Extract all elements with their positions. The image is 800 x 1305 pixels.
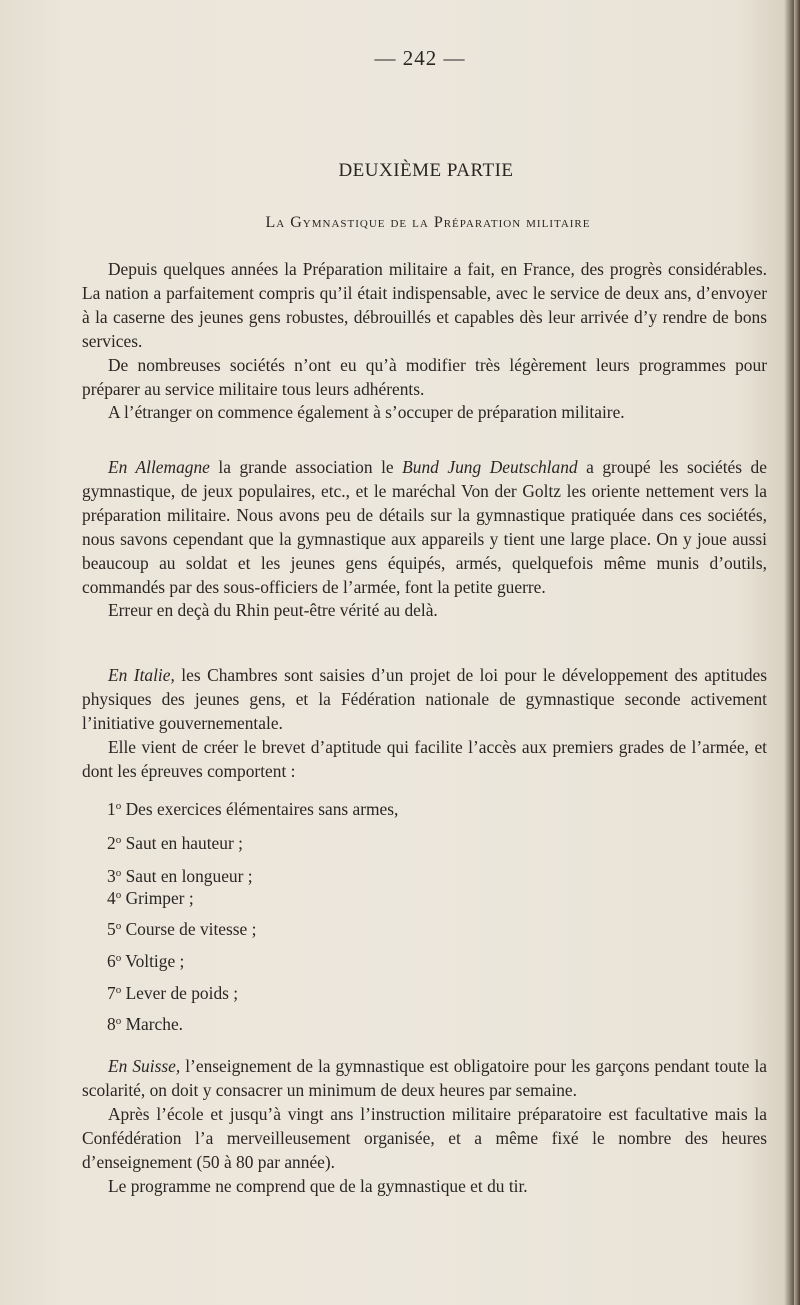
country-allemagne: En Allemagne xyxy=(108,457,210,477)
paragraph-programme: Le programme ne comprend que de la gymnastique et du tir. xyxy=(108,1175,528,1196)
paragraph-intro: Depuis quelques années la Préparation militaire a fait, en France, des progrès considérables. La nation a parfaitement compris qu’il était indispensable, avec le service de deux ans, d’envoyer à la caserne des jeunes gens robustes, débrouillés et capables dès leur arrivée d’y rendre de bons services. xyxy=(82,259,767,351)
list-item: 3$^o$ Saut en longueur ; xyxy=(107,866,253,886)
country-suisse: En Suisse, xyxy=(108,1056,181,1076)
paragraph-italie: En Italie, les Chambres sont saisies d’un projet de loi pour le développement des aptitudes physiques des jeunes gens, et la Fédération nationale de gymnastique seconde activement l’initiative gouvernementale. xyxy=(82,665,768,733)
association-name: Bund Jung Deutschland xyxy=(402,457,578,477)
list-item: 2$^o$ Saut en hauteur ; xyxy=(107,833,243,853)
page-number: — 242 — xyxy=(374,46,466,70)
list-item: 1$^o$ Des exercices élémentaires sans armes, xyxy=(107,799,399,819)
paragraph-suisse: En Suisse, l’enseignement de la gymnastique est obligatoire pour les garçons pendant toute la scolarité, on doit y consacrer un minimum de deux heures par semaine. xyxy=(82,1056,767,1100)
list-item: 7$^o$ Lever de poids ; xyxy=(107,983,239,1003)
intro-block xyxy=(82,258,767,425)
list-item: 6$^o$ Voltige ; xyxy=(107,951,185,971)
paragraph-brevet: Elle vient de créer le brevet d’aptitude qui facilite l’accès aux premiers grades de l’armée, et dont les épreuves comportent : xyxy=(82,736,767,781)
paragraph-erreur: Erreur en deçà du Rhin peut-être vérité au delà. xyxy=(108,600,438,621)
list-item: 4$^o$ Grimper ; xyxy=(107,888,194,908)
paragraph-apres-ecole: Après l’école et jusqu’à vingt ans l’instruction militaire préparatoire est facultative mais la Confédération l’a merveilleusement organisée, et a même fixé le nombre des heures d’enseignement (50 à 80 par année). xyxy=(82,1103,767,1172)
list-item: 8$^o$ Marche. xyxy=(107,1014,184,1034)
paragraph-societes: De nombreuses sociétés n’ont eu qu’à modifier très légèrement leurs programmes pour préparer au service militaire tous leurs adhérents. xyxy=(82,354,767,399)
paragraph-allemagne: En Allemagne la grande association le Bund Jung Deutschland a groupé les sociétés de gymnastique, de jeux populaires, etc., et le maréchal Von der Goltz les oriente nettement vers la préparation militaire. Nous avons peu de détails sur la gymnastique pratiquée dans ces sociétés, nous savons cependant que la gymnastique aux appareils y tient une large place. On y joue aussi beaucoup au soldat et les jeunes gens équipés, armés, quelquefois même munis d’outils, commandés par des sous-officiers de l’armée, font la petite guerre. xyxy=(82,457,767,597)
italy-block xyxy=(82,664,767,784)
switzerland-block xyxy=(82,1055,767,1198)
germany-block xyxy=(82,456,767,623)
page-edge-shadow xyxy=(794,0,800,1305)
section-title: La Gymnastique de la Préparation militaire xyxy=(265,214,591,231)
list-item: 5$^o$ Course de vitesse ; xyxy=(107,919,257,939)
paragraph-etranger: A l’étranger on commence également à s’occuper de préparation militaire. xyxy=(108,402,625,423)
country-italie: En Italie, xyxy=(108,665,175,685)
part-title: DEUXIÈME PARTIE xyxy=(338,160,514,181)
